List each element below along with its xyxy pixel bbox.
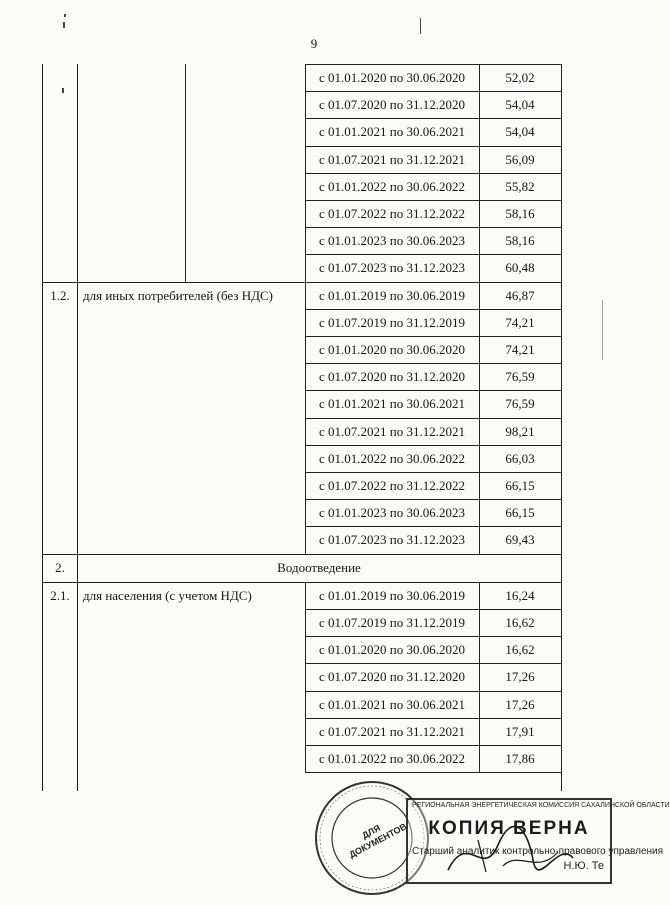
period-cell: с 01.07.2023 по 31.12.2023	[319, 260, 465, 276]
value-cell: 54,04	[505, 124, 535, 140]
period-cell: с 01.01.2020 по 30.06.2020	[319, 642, 465, 658]
item-number: 1.2.	[50, 287, 70, 303]
copy-stamp-position: Старший аналитик контрольно-правового управления	[412, 846, 664, 857]
value-cell: 58,16	[505, 233, 535, 249]
seal-center-text: ДЛЯ ДОКУМЕНТОВ	[347, 821, 409, 860]
period-cell: с 01.01.2023 по 30.06.2023	[319, 505, 465, 521]
value-cell: 74,21	[505, 314, 535, 330]
column-divider	[77, 282, 78, 554]
value-cell: 74,21	[505, 342, 535, 357]
value-cell: 46,87	[505, 287, 535, 303]
period-cell: с 01.07.2019 по 31.12.2019	[319, 314, 465, 330]
period-cell: с 01.01.2023 по 30.06.2023	[319, 233, 465, 249]
value-cell: 16,62	[505, 642, 535, 658]
period-cell: с 01.07.2021 по 31.12.2021	[319, 151, 465, 167]
column-divider	[305, 582, 306, 772]
tariff-table	[42, 64, 562, 791]
stamps-area	[300, 778, 670, 902]
value-cell: 66,15	[505, 505, 535, 521]
value-cell: 76,59	[505, 369, 535, 385]
value-cell: 76,59	[505, 396, 535, 412]
period-cell: с 01.07.2021 по 31.12.2021	[319, 423, 465, 439]
period-cell: с 01.07.2022 по 31.12.2022	[319, 478, 465, 493]
period-cell: с 01.01.2021 по 30.06.2021	[319, 124, 465, 140]
column-divider	[77, 64, 78, 282]
column-divider	[305, 64, 306, 282]
period-cell: с 01.01.2019 по 30.06.2019	[319, 587, 465, 603]
item-number: 2.1.	[50, 587, 70, 603]
value-cell: 54,04	[505, 97, 535, 113]
period-cell: с 01.01.2021 по 30.06.2021	[319, 396, 465, 412]
value-cell: 17,26	[505, 669, 535, 685]
column-divider	[185, 64, 186, 282]
period-cell: с 01.01.2022 по 30.06.2022	[319, 178, 465, 194]
value-cell: 69,43	[505, 532, 535, 548]
period-cell: с 01.07.2023 по 31.12.2023	[319, 532, 465, 548]
value-cell: 17,91	[505, 723, 535, 739]
value-cell: 66,15	[505, 478, 535, 493]
value-cell: 66,03	[505, 450, 535, 466]
value-cell: 58,16	[505, 206, 535, 221]
value-cell: 17,26	[505, 696, 535, 712]
period-cell: с 01.01.2020 по 30.06.2020	[319, 70, 465, 85]
period-cell: с 01.07.2020 по 31.12.2020	[319, 369, 465, 385]
item-label: для населения (с учетом НДС)	[83, 587, 252, 603]
period-cell: с 01.01.2020 по 30.06.2020	[319, 342, 465, 357]
period-cell: с 01.01.2021 по 30.06.2021	[319, 696, 465, 712]
period-cell: с 01.01.2019 по 30.06.2019	[319, 287, 465, 303]
period-cell: с 01.01.2022 по 30.06.2022	[319, 751, 465, 766]
period-cell: с 01.07.2020 по 31.12.2020	[319, 669, 465, 685]
signature	[408, 800, 670, 886]
value-cell: 60,48	[505, 260, 535, 276]
value-cell: 52,02	[505, 70, 535, 85]
value-cell: 16,24	[505, 587, 535, 603]
value-cell: 56,09	[505, 151, 535, 167]
value-cell: 16,62	[505, 615, 535, 630]
period-cell: с 01.07.2022 по 31.12.2022	[319, 206, 465, 221]
column-divider	[479, 282, 480, 554]
section-title: Водоотведение	[277, 559, 361, 575]
period-cell: с 01.01.2022 по 30.06.2022	[319, 450, 465, 466]
copy-stamp-name: Н.Ю. Те	[563, 860, 604, 872]
column-divider	[479, 582, 480, 772]
row-divider	[305, 772, 561, 773]
column-divider	[305, 282, 306, 554]
period-cell: с 01.07.2020 по 31.12.2020	[319, 97, 465, 113]
column-divider	[77, 582, 78, 791]
section-number: 2.	[55, 559, 65, 575]
copy-stamp-title: КОПИЯ ВЕРНА	[428, 818, 590, 839]
column-divider	[479, 64, 480, 282]
value-cell: 98,21	[505, 423, 535, 439]
page-number: 9	[310, 36, 318, 51]
value-cell: 17,86	[505, 751, 535, 766]
value-cell: 55,82	[505, 178, 535, 194]
item-label: для иных потребителей (без НДС)	[83, 287, 273, 303]
copy-stamp-org: РЕГИОНАЛЬНАЯ ЭНЕРГЕТИЧЕСКАЯ КОМИССИЯ САХАЛИНСКОЙ ОБЛАСТИ	[412, 802, 670, 809]
certified-copy-stamp	[406, 798, 670, 884]
period-cell: с 01.07.2019 по 31.12.2019	[319, 615, 465, 630]
period-cell: с 01.07.2021 по 31.12.2021	[319, 723, 465, 739]
